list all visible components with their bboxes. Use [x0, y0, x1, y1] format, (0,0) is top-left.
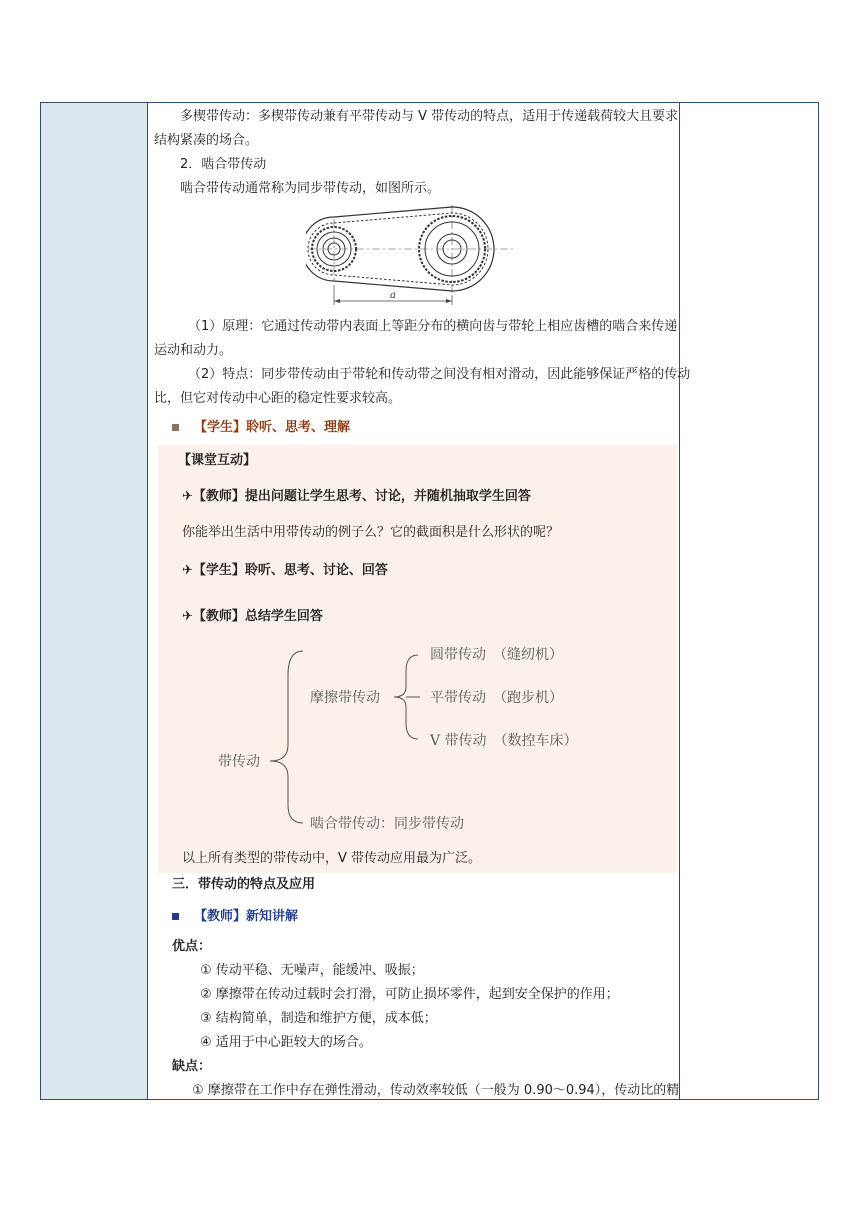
pros-item: ③ 结构简单，制造和维护方便，成本低；	[200, 1011, 437, 1026]
paragraph-multiwedge-cont: 结构紧凑的场合。	[154, 133, 259, 148]
teacher-question-line: ✈【教师】提出问题让学生思考、讨论，并随机抽取学生回答	[182, 489, 531, 504]
diagram-friction: 摩擦带传动	[310, 690, 380, 706]
paragraph-sync-intro: 啮合带传动通常称为同步带传动，如图所示。	[180, 181, 441, 196]
airplane-icon: ✈	[182, 489, 193, 504]
interaction-title: 【课堂互动】	[178, 453, 257, 468]
main-column	[148, 103, 691, 1099]
question-text: 你能举出生活中用带传动的例子么？它的截面积是什么形状的呢？	[182, 525, 560, 540]
pros-item: ② 摩擦带在传动过载时会打滑，可防止损坏零件，起到安全保护的作用；	[200, 987, 619, 1002]
paragraph-principle-cont: 运动和动力。	[154, 343, 233, 358]
diagram-round-belt: 圆带传动 （缝纫机）	[430, 647, 563, 663]
diagram-root: 带传动	[218, 754, 260, 770]
airplane-icon: ✈	[182, 609, 193, 624]
cons-title: 缺点：	[172, 1059, 212, 1074]
lesson-table	[40, 102, 819, 1100]
student-answer-line: ✈【学生】聆听、思考、讨论、回答	[182, 563, 388, 578]
teacher-tag-new: 【教师】新知讲解	[194, 909, 299, 924]
square-bullet-icon	[172, 913, 179, 920]
square-bullet-icon	[172, 424, 179, 431]
pros-item: ① 传动平稳、无噪声，能缓冲、吸振；	[200, 963, 424, 978]
diagram-flat-belt: 平带传动 （跑步机）	[430, 690, 563, 706]
pros-item: ④ 适用于中心距较大的场合。	[200, 1035, 372, 1050]
interaction-panel	[158, 445, 677, 873]
paragraph-feature-cont: 比，但它对传动中心距的稳定性要求较高。	[154, 391, 402, 406]
heading-sync-belt: 2．啮合带传动	[180, 157, 267, 172]
pros-title: 优点：	[172, 939, 212, 954]
section3-heading: 三．带传动的特点及应用	[172, 877, 316, 892]
paragraph-multiwedge: 多楔带传动：多楔带传动兼有平带传动与 V 带传动的特点，适用于传递载荷较大且要求	[180, 109, 679, 124]
paragraph-principle: （1）原理：它通过传动带内表面上等距分布的横向齿与带轮上相应齿槽的啮合来传递	[188, 319, 678, 334]
belt-classification-diagram	[158, 635, 677, 845]
sync-belt-figure	[306, 205, 518, 309]
figure-label-a: a	[390, 290, 396, 301]
diagram-mesh-belt: 啮合带传动：同步带传动	[310, 816, 464, 832]
student-tag-listen: 【学生】聆听、思考、理解	[194, 420, 351, 435]
paragraph-feature: （2）特点：同步带传动由于带轮和传动带之间没有相对滑动，因此能够保证严格的传动	[188, 367, 691, 382]
diagram-v-belt: V 带传动 （数控车床）	[430, 733, 578, 749]
left-column	[41, 103, 148, 1099]
right-column	[679, 103, 818, 1099]
conclusion-text: 以上所有类型的带传动中，V 带传动应用最为广泛。	[182, 851, 482, 866]
cons-item: ① 摩擦带在工作中存在弹性滑动，传动效率较低（一般为 0.90～0.94），传动比的精	[192, 1083, 680, 1098]
airplane-icon: ✈	[182, 563, 193, 578]
teacher-summary-line: ✈【教师】总结学生回答	[182, 609, 323, 624]
